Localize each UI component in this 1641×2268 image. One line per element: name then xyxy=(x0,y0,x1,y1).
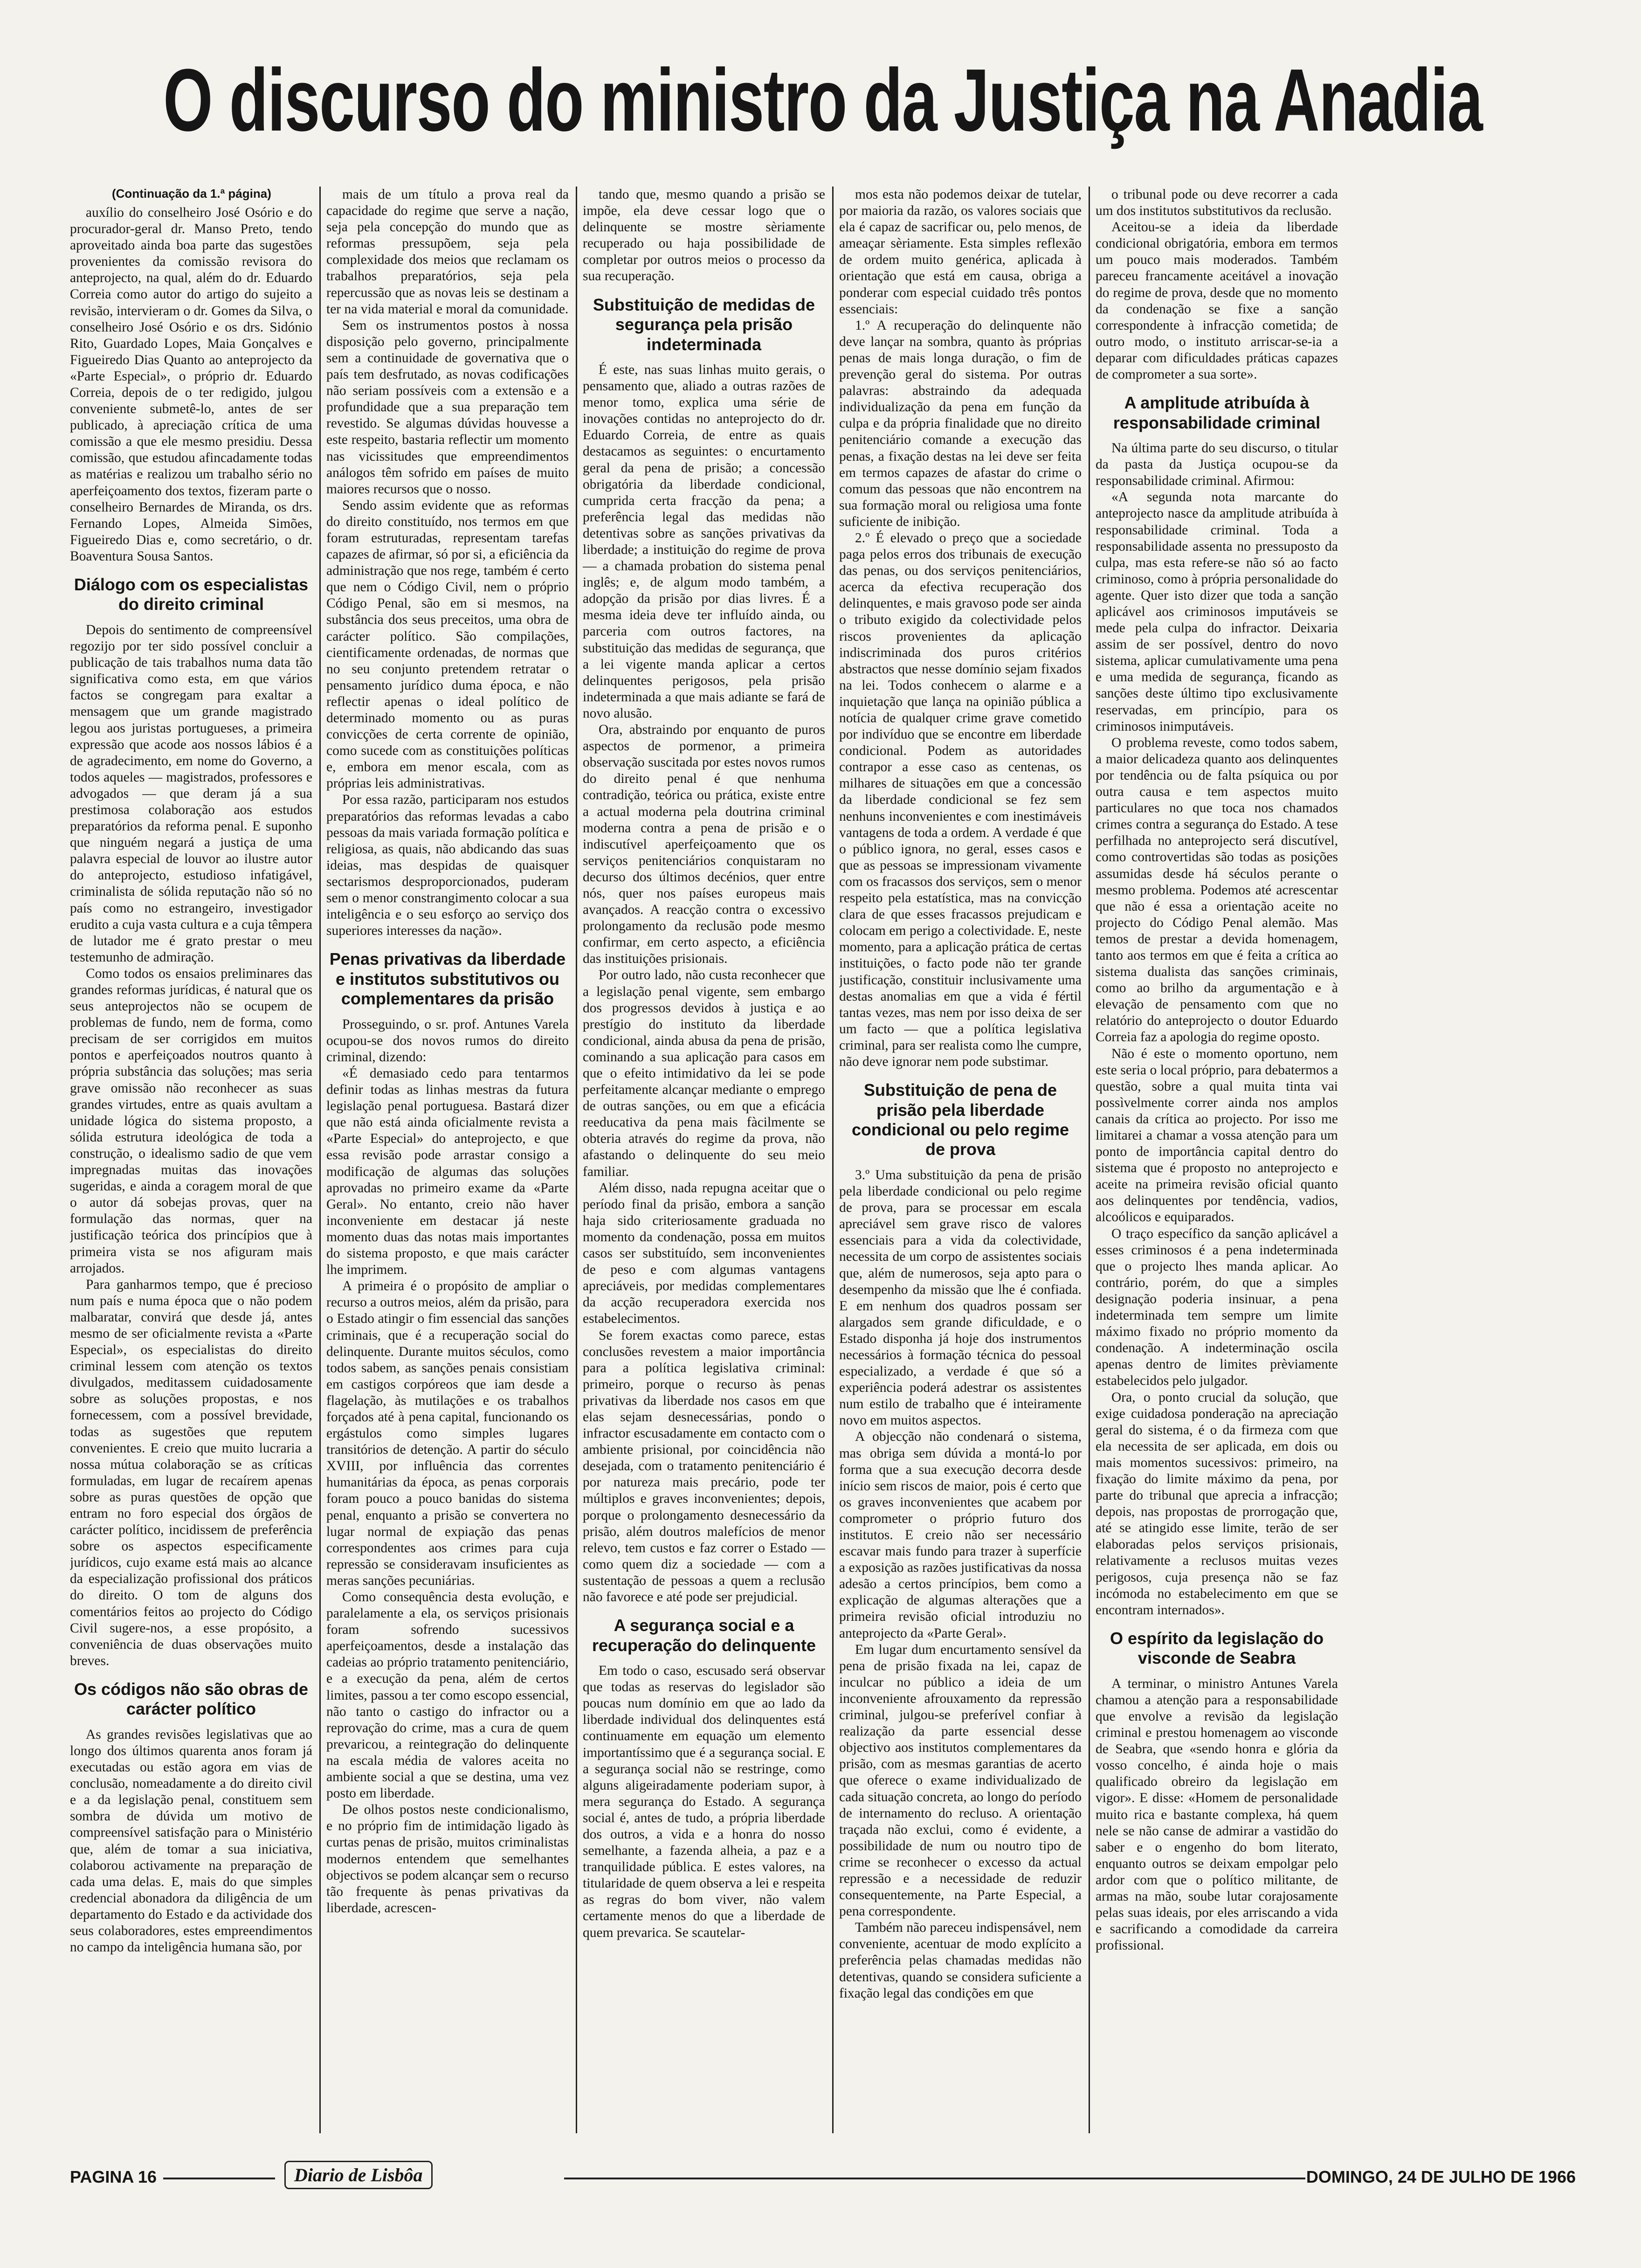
paragraph: tando que, mesmo quando a prisão se impõe, ela deve cessar logo que o delinquente se mostre sèriamente recuperado ou haja possibilidade de completar por outros meios o processo da sua recuperação. xyxy=(583,187,825,284)
paragraph: A terminar, o ministro Antunes Varela chamou a atenção para a responsabilidade que envolve a revisão da legislação criminal e prestou homenagem ao visconde de Seabra, que «sendo honra e glória da vosso concelho, é ainda hoje o mais qualificado obreiro da legislação em vigor». E disse: «Homem de personalidade muito rica e bastante complexa, há quem nele se não canse de admirar a vastidão do saber e o engenho do bom literato, enquanto outros se deixam empolgar pelo ardor com que o político militante, de armas na mão, soube lutar corajosamente pelas suas ideais, por eles arriscando a vida e sacrificando a comodidade da carreira profissional. xyxy=(1096,1676,1338,1953)
paragraph: Sendo assim evidente que as reformas do direito constituído, nos termos em que foram estruturadas, representam tarefas capazes de afirmar, só por si, a eficiência da administração que nos rege, também é certo que nem o Código Civil, nem o próprio Código Penal, são em si mesmos, na substância dos seus preceitos, uma obra de carácter político. São compilações, cientificamente ordenadas, de normas que no seu conjunto pretendem retratar o pensamento jurídico duma época, e não reflectir apenas o ideal político de determinado momento ou as puras convicções de certa corrente de opinião, como sucede com as constituições políticas e, embora em menor escala, com as próprias leis administrativas. xyxy=(326,498,569,791)
paragraph: Prosseguindo, o sr. prof. Antunes Varela ocupou-se dos novos rumos do direito criminal, dizendo: xyxy=(326,1016,569,1065)
section-heading: Diálogo com os especialistas do direito criminal xyxy=(74,575,309,614)
paragraph: «A segunda nota marcante do anteprojecto nasce da amplitude atribuída à responsabilidade criminal. Toda a responsabilidade assenta no pressuposto da culpa, mas esta refere-se não só ao facto criminoso, como à própria personalidade do agente. Quer isto dizer que toda a sanção aplicável aos criminosos imputáveis se mede pela culpa do infractor. Deixaria assim de ser possível, dentro do novo sistema, aplicar cumulativamente uma pena e uma medida de segurança, ficando as sanções deste último tipo exclusivamente reservadas, em princípio, para os criminosos inimputáveis. xyxy=(1096,490,1338,734)
paragraph: Como consequência desta evolução, e paralelamente a ela, os serviços prisionais foram sofrendo sucessivos aperfeiçoamentos, desde a instalação das cadeias ao próprio tratamento penitenciário, e a execução da pena, além de certos limites, passou a ter como escopo essencial, não tanto o castigo do infractor ou a reprovação do crime, mas a cura de quem prevaricou, a reintegração do delinquente na escala média de valores aceita no ambiente social a que se destina, uma vez posto em liberdade. xyxy=(326,1590,569,1801)
paragraph: A primeira é o propósito de ampliar o recurso a outros meios, além da prisão, para o Estado atingir o fim essencial das sanções criminais, que é a recuperação social do delinquente. Durante muitos séculos, como todos sabem, as sanções penais consistiam em castigos corpóreos que iam desde a flagelação, às mutilações e os trabalhos forçados até à pena capital, funcionando os ergástulos como simples lugares transitórios de detenção. A partir do século XVIII, por influência das correntes humanitárias da época, as penas corporais foram pouco a pouco banidas do sistema penal, enquanto a prisão se convertera no lugar normal de expiação das penas correspondentes aos crimes para cuja repressão se consideravam insuficientes as meras sanções pecuniárias. xyxy=(326,1279,569,1588)
paragraph: 3.º Uma substituição da pena de prisão pela liberdade condicional ou pelo regime de prova, para se processar em escala apreciável sem grave risco de valores essenciais para a vida da colectividade, necessita de um corpo de assistentes sociais que, além de numerosos, seja apto para o desempenho da missão que lhe é confiada. E em nenhum dos quadros possam ser alargados sem grande dificuldade, e o Estado disponha já hoje dos instrumentos necessários à formação técnica do pessoal especializado, a verdade é que só a experiência poderá adestrar os assistentes num estilo de trabalho que é inteiramente novo em muitos aspectos. xyxy=(839,1167,1082,1428)
section-heading: Os códigos não são obras de carácter político xyxy=(74,1679,309,1719)
paragraph: mos esta não podemos deixar de tutelar, por maioria da razão, os valores sociais que ela é capaz de sacrificar ou, pelo menos, de ameaçar sèriamente. Esta simples reflexão de ordem muito genérica, aplicada à orientação que está em causa, obriga a ponderar com especial cuidado três pontos essenciais: xyxy=(839,187,1082,317)
paragraph: Para ganharmos tempo, que é precioso num país e numa época que o não podem malbaratar, convirá que desde já, antes mesmo de ser oficialmente revista a «Parte Especial», os especialistas do direito criminal lessem com atenção os textos divulgados, meditassem cuidadosamente sobre as soluções propostas, e nos fornecessem, com a possível brevidade, todas as sugestões que reputem convenientes. E creio que muito lucraria a nossa mútua colaboração se as críticas formuladas, em lugar de recaírem apenas sobre as puras questões de opção que entram no foro especial dos órgãos de carácter político, incidissem de preferência sobre os aspectos especificamente jurídicos, cujo exame está mais ao alcance da especialização profissional dos práticos do direito. O tom de alguns dos comentários feitos ao projecto do Código Civil sugere-nos, a esse propósito, a conveniência de duas observações muito breves. xyxy=(70,1277,312,1668)
paragraph: Na última parte do seu discurso, o titular da pasta da Justiça ocupou-se da responsabilidade criminal. Afirmou: xyxy=(1096,441,1338,489)
footer-rule xyxy=(564,2178,1305,2179)
paragraph: Como todos os ensaios preliminares das grandes reformas jurídicas, é natural que os seus anteprojectos não se ocupem de problemas de fundo, nem de forma, como precisam de ser corrigidos em muitos pontos e aperfeiçoados noutros quanto à própria substância das soluções; mas seria grave omissão não reconhecer as suas grandes virtudes, entre as quais avultam a unidade lógica do sistema proposto, a sólida estrutura ideológica de toda a construção, o idealismo sadio de que vem impregnadas muitas das inovações sugeridas, e ainda a coragem moral de que o autor dá sobejas provas, quer na formulação das normas, quer na justificação teórica dos princípios que à primeira vista se nos afiguram mais arrojados. xyxy=(70,966,312,1276)
paragraph: 1.º A recuperação do delinquente não deve lançar na sombra, quanto às próprias penas de mais longa duração, o fim de prevenção geral do sistema. Por outras palavras: abstraindo da adequada individualização da pena em função da culpa e da própria finalidade que no direito penitenciário comande a execução das penas, a fixação destas na lei deve ser feita em termos capazes de afastar do crime o comum das pessoas que não encontrem na sua formação moral ou religiosa uma fonte suficiente de inibição. xyxy=(839,318,1082,529)
paragraph: A objecção não condenará o sistema, mas obriga sem dúvida a montá-lo por forma que a sua execução decorra desde início sem riscos de maior, pois é certo que os graves inconvenientes que acabem por comprometer o próprio futuro dos institutos. E creio não ser necessário escavar mais fundo para trazer à superfície a exposição as razões justificativas da nossa adesão a certos princípios, bem como a explicação de algumas alterações que a primeira revisão oficial introduziu no anteprojecto da «Parte Geral». xyxy=(839,1429,1082,1641)
newspaper-page xyxy=(70,33,1576,2233)
column-rule xyxy=(576,187,577,2133)
column-rule xyxy=(832,187,834,2133)
paragraph: o tribunal pode ou deve recorrer a cada um dos institutos substitutivos da reclusão. xyxy=(1096,187,1338,219)
paragraph: auxílio do conselheiro José Osório e do procurador-geral dr. Manso Preto, tendo aproveitado ainda boa parte das sugestões provenientes da comissão revisora do anteprojecto, na qual, além do dr. Eduardo Correia como autor do artigo do sujeito a revisão, intervieram o dr. Gomes da Silva, o conselheiro José Osório e os drs. Sidónio Rito, Guardado Lopes, Maia Gonçalves e Figueiredo Dias Quanto ao anteprojecto da «Parte Especial», o próprio dr. Eduardo Correia, depois de o ter redigido, julgou conveniente submetê-lo, antes de ser publicado, à apreciação crítica de uma comissão a que ele mesmo presidiu. Dessa comissão, que estudou afincadamente todas as matérias e realizou um trabalho sério no aperfeiçoamento dos textos, fizeram parte o conselheiro Bernardes de Miranda, os drs. Fernando Lopes, Almeida Simões, Figueiredo Dias e, como secretário, o dr. Boaventura Sousa Santos. xyxy=(70,205,312,564)
issue-date: DOMINGO, 24 DE JULHO DE 1966 xyxy=(1306,2167,1576,2186)
paragraph: As grandes revisões legislativas que ao longo dos últimos quarenta anos foram já executadas ou estão agora em vias de conclusão, nomeadamente a do direito civil e a da legislação penal, constituem sem sombra de dúvida um motivo de compreensível satisfação para o Ministério que, além de tomar a sua iniciativa, colaborou activamente na preparação de cada uma delas. E, mais do que simples credencial abonadora da diligência de um departamento do Estado e da actividade dos seus colaboradores, estes empreendimentos no campo da inteligência humana são, por xyxy=(70,1727,312,1955)
section-heading: O espírito da legislação do visconde de Seabra xyxy=(1110,1628,1324,1668)
paragraph: Aceitou-se a ideia da liberdade condicional obrigatória, embora em termos um pouco mais moderados. Também pareceu francamente aceitável a inovação do regime de prova, desde que no momento da condenação se fixe a sanção correspondente à infracção cometida; de outro modo, o instituto arriscar-se-ia a deparar com dificuldades práticas capazes de comprometer a sua sorte». xyxy=(1096,220,1338,382)
article-columns xyxy=(70,187,1576,2133)
paragraph: Depois do sentimento de compreensível regozijo por ter sido possível concluir a publicação de tais trabalhos numa data tão significativa como esta, em que vários factos se congregam para exaltar a mensagem que um grande magistrado legou aos juristas portugueses, a primeira expressão que acode aos nossos lábios é a de agradecimento, em nome do Governo, a todos aqueles — magistrados, professores e advogados — que deram já a sua prestimosa colaboração aos estudos preparatórios da reforma penal. E suponho que ninguém negará a justiça de uma palavra especial de louvor ao ilustre autor do anteprojecto, estudioso infatigável, criminalista de sólida reputação não só no país como no estrangeiro, investigador erudito a cuja vasta cultura e a cuja têmpera de lutador me é grato prestar o meu testemunho de admiração. xyxy=(70,622,312,965)
column-2 xyxy=(326,187,569,2133)
paragraph: Em lugar dum encurtamento sensível da pena de prisão fixada na lei, capaz de inculcar no público a ideia de um inconveniente afrouxamento da repressão criminal, julgou-se preferível confiar à realização da parte essencial desse objectivo aos institutos complementares da prisão, com as mesmas garantias de acerto que oferece o exame individualizado de cada situação concreta, ao longo do período de internamento do recluso. A orientação traçada não exclui, como é evidente, a possibilidade de num ou noutro tipo de crime se reconhecer o excesso da actual repressão e a necessidade de reduzir consequentemente, na Parte Especial, a pena correspondente. xyxy=(839,1642,1082,1919)
paragraph: Além disso, nada repugna aceitar que o período final da prisão, embora a sanção haja sido criteriosamente graduada no momento da condenação, possa em muitos casos ser substituído, sem inconvenientes de peso e com algumas vantagens apreciáveis, por medidas complementares da acção recuperadora exercida nos estabelecimentos. xyxy=(583,1180,825,1327)
column-4 xyxy=(839,187,1082,2133)
section-heading: Substituição de pena de prisão pela liberdade condicional ou pelo regime de prova xyxy=(851,1080,1069,1159)
paragraph: «É demasiado cedo para tentarmos definir todas as linhas mestras da futura legislação penal portuguesa. Bastará dizer que não está ainda oficialmente revista a «Parte Especial» do anteprojecto, e que essa revisão pode arrastar consigo a modificação de algumas das soluções aprovadas no primeiro exame da «Parte Geral». No entanto, creio não haver inconveniente em destacar já neste momento duas das notas mais importantes do sistema proposto, e que mais carácter lhe imprimem. xyxy=(326,1066,569,1278)
page-footer xyxy=(70,2154,1576,2196)
column-1 xyxy=(70,187,312,2133)
column-rule xyxy=(1089,187,1090,2133)
section-heading: A segurança social e a recuperação do delinquente xyxy=(592,1616,816,1655)
paragraph: Ora, abstraindo por enquanto de puros aspectos de pormenor, a primeira observação suscitada por estes novos rumos do direito penal é que nenhuma contradição, teórica ou prática, existe entre a actual moderna pela doutrina criminal moderna contra a pena de prisão e o indiscutível aperfeiçoamento que os serviços penitenciários conquistaram no decurso dos últimos decénios, quer entre nós, quer nos países europeus mais avançados. A reacção contra o excessivo prolongamento da reclusão pode mesmo confirmar, em certo aspecto, a eficiência das instituições prisionais. xyxy=(583,722,825,967)
column-3 xyxy=(583,187,825,2133)
paragraph: 2.º É elevado o preço que a sociedade paga pelos erros dos tribunais de execução das penas, ou dos serviços penitenciários, acerca da efectiva recuperação dos delinquentes, e mais gravoso pode ser ainda o tributo exigido da colectividade pelos riscos provenientes da aplicação indiscriminada dos puros critérios abstractos que nesse domínio sejam fixados na lei. Todos conhecem o alarme e a inquietação que lança na opinião pública a notícia de qualquer crime grave cometido por indivíduo que se encontre em liberdade condicional. Podem as autoridades contrapor a esse caso as centenas, os milhares de situações em que a concessão da liberdade condicional se fez sem nenhuns inconvenientes e com inestimáveis vantagens de toda a ordem. A verdade é que o público ignora, no geral, esses casos e que as pessoas se impressionam vivamente com os fracassos dos serviços, sem o menor respeito pela estatística, mas na convicção clara de que esses fracassos prejudicam e colocam em perigo a colectividade. E, neste momento, para a aplicação prática de certas instituições, o facto pode não ter grande justificação, constituir inclusivamente uma destas anomalias em que a vida é fértil tantas vezes, mas nem por isso deixa de ser um facto — que a política legislativa criminal, para ser realista como lhe cumpre, não deve ignorar nem pode substimar. xyxy=(839,530,1082,1069)
paragraph: O problema reveste, como todos sabem, a maior delicadeza quanto aos delinquentes por tendência ou de falta psíquica ou por outra causa e tem aspectos muito particulares no que toca nos chamados crimes contra a segurança do Estado. A tese perfilhada no anteprojecto será discutível, como controvertidas são todas as posições assumidas desde há séculos perante o mesmo problema. Podemos até acrescentar que não é essa a orientação aceite no projecto do Código Penal alemão. Mas temos de prestar a devida homenagem, tanto aos termos em que é feita a crítica ao sistema dualista das sanções criminais, como ao brilho da argumentação e à elevação de pensamento com que no relatório do anteprojecto o doutor Eduardo Correia faz a apologia do regime oposto. xyxy=(1096,735,1338,1045)
section-heading: Penas privativas da liberdade e institutos substitutivos ou complementares da prisão xyxy=(329,949,566,1009)
paragraph: Em todo o caso, escusado será observar que todas as reservas do legislador são poucas num domínio em que ao lado da liberdade individual dos delinquentes está continuamente em equação um elemento importantíssimo que é a segurança social. E a segurança social não se restringe, como alguns aligeiradamente poderiam supor, à mera segurança do Estado. A segurança social é, antes de tudo, a própria liberdade dos outros, a vida e a honra do nosso semelhante, a fazenda alheia, a paz e a tranquilidade pública. E estes valores, na titularidade de quem observa a lei e respeita as regras do bom viver, não valem certamente menos do que a liberdade de quem prevarica. Se scautelar- xyxy=(583,1663,825,1940)
section-heading: Substituição de medidas de segurança pela prisão indeterminada xyxy=(593,295,815,354)
paragraph: mais de um título a prova real da capacidade do regime que serve a nação, seja pela concepção do mundo que as reformas pressupõem, seja pela complexidade dos meios que reclamam os trabalhos preparatórios, seja pela repercussão que as novas leis se destinam a ter na vida material e moral da comunidade. xyxy=(326,187,569,317)
headline: O discurso do ministro da Justiça na Anadia xyxy=(163,51,1482,150)
footer-rule xyxy=(163,2178,275,2179)
headline-banner xyxy=(70,33,1576,168)
page-number: PAGINA 16 xyxy=(70,2167,157,2186)
paragraph: Por outro lado, não custa reconhecer que a legislação penal vigente, sem embargo dos progressos devidos à justiça e ao prestígio do instituto da liberdade condicional, ainda abusa da pena de prisão, cominando a sua aplicação para casos em que o efeito intimidativo da lei se pode perfeitamente alcançar mediante o emprego de outras sanções, ou em que a eficácia reeducativa da pena mais fàcilmente se obteria através do regime da prova, não afastando o delinquente do seu meio familiar. xyxy=(583,968,825,1179)
paragraph: Também não pareceu indispensável, nem conveniente, acentuar de modo explícito a preferência pelas chamadas medidas não detentivas, quando se considera suficiente a fixação legal das condições em que xyxy=(839,1920,1082,2001)
paragraph: Ora, o ponto crucial da solução, que exige cuidadosa ponderação na apreciação geral do sistema, é o da firmeza com que ela necessita de ser aplicada, em dois ou mais momentos sucessivos: primeiro, na fixação do limite máximo da pena, por parte do tribunal que aprecia a infracção; depois, nas propostas de prorrogação que, até se atingido esse limite, terão de ser elaboradas pelos serviços prisionais, relativamente a reclusos muitas vezes perigosos, cuja presença não se faz incómoda no estabelecimento em que se encontram internados». xyxy=(1096,1390,1338,1618)
continuation-note: (Continuação da 1.ª página) xyxy=(112,187,271,201)
paragraph: De olhos postos neste condicionalismo, e no próprio fim de intimidação ligado às curtas penas de prisão, muitos criminalistas modernos entendem que semelhantes objectivos se podem alcançar sem o recurso tão frequente às penas privativas da liberdade, acrescen- xyxy=(326,1802,569,1915)
paragraph: Sem os instrumentos postos à nossa disposição pelo governo, principalmente sem a continuidade de governativa que o país tem desfrutado, as novas codificações não seriam possíveis com a extensão e a profundidade que a sua preparação tem revestido. Se algumas dúvidas houvesse a este respeito, bastaria reflectir um momento nas vicissitudes que empreendimentos análogos têm sofrido em países de muito maiores recursos que o nosso. xyxy=(326,318,569,497)
paragraph: É este, nas suas linhas muito gerais, o pensamento que, aliado a outras razões de menor tomo, explica uma série de inovações contidas no anteprojecto do dr. Eduardo Correia, de entre as quais destacamos as seguintes: o encurtamento geral da pena de prisão; a concessão obrigatória da liberdade condicional, cumprida certa fracção da pena; a preferência legal das medidas não detentivas sobre as sanções privativas da liberdade; a instituição do regime de prova — a chamada probation do sistema penal inglês; e, de algum modo também, a adopção da prisão por dias livres. É a mesma ideia deve ter influído ainda, ou parceria com outros factores, na substituição das medidas de segurança, que a lei vigente manda aplicar a certos delinquentes perigosos, pela prisão indeterminada a que mais adiante se fará de novo alusão. xyxy=(583,362,825,721)
paragraph: Por essa razão, participaram nos estudos preparatórios das reformas levadas a cabo pessoas da mais variada formação política e religiosa, as quais, não abdicando das suas ideias, mas despidas de quaisquer sectarismos desproporcionados, puderam sem o menor constrangimento colocar a sua inteligência e o seu esforço ao serviço dos superiores interesses da nação». xyxy=(326,792,569,939)
newspaper-masthead: Diario de Lisbôa xyxy=(284,2161,433,2189)
section-heading: A amplitude atribuída à responsabilidade criminal xyxy=(1113,393,1321,432)
paragraph: Não é este o momento oportuno, nem este seria o local próprio, para debatermos a questão, sobre a qual muita tinta vai possìvelmente correr ainda nos amplos canais da crítica ao projecto. Por isso me limitarei a chamar a vossa atenção para um ponto de importância capital dentro do sistema que é proposto no anteprojecto e aceite na primeira revisão oficial quanto aos delinquentes por tendência, vadios, alcoólicos e equiparados. xyxy=(1096,1046,1338,1225)
paragraph: O traço específico da sanção aplicável a esses criminosos é a pena indeterminada que o projecto lhes manda aplicar. Ao contrário, porém, do que a simples designação poderia insinuar, a pena indeterminada tem sempre um limite máximo fixado no próprio momento da condenação. A indeterminação oscila apenas dentro de limites prèviamente estabelecidos pelo julgador. xyxy=(1096,1226,1338,1389)
paragraph: Se forem exactas como parece, estas conclusões revestem a maior importância para a política legislativa criminal: primeiro, porque o recurso às penas privativas da liberdade nos casos em que elas sejam desnecessárias, pondo o infractor escusadamente em contacto com o ambiente prisional, por coincidência não desejada, com o tratamento penitenciário é por natureza mais precário, pode ter múltiplos e graves inconvenientes; depois, porque o prolongamento desnecessário da prisão, além doutros malefícios de menor relevo, tem custos e faz correr o Estado — como quem diz a sociedade — com a sustentação de pessoas a quem a reclusão não favorece e até pode ser prejudicial. xyxy=(583,1328,825,1604)
column-5 xyxy=(1096,187,1338,2133)
column-rule xyxy=(319,187,321,2133)
